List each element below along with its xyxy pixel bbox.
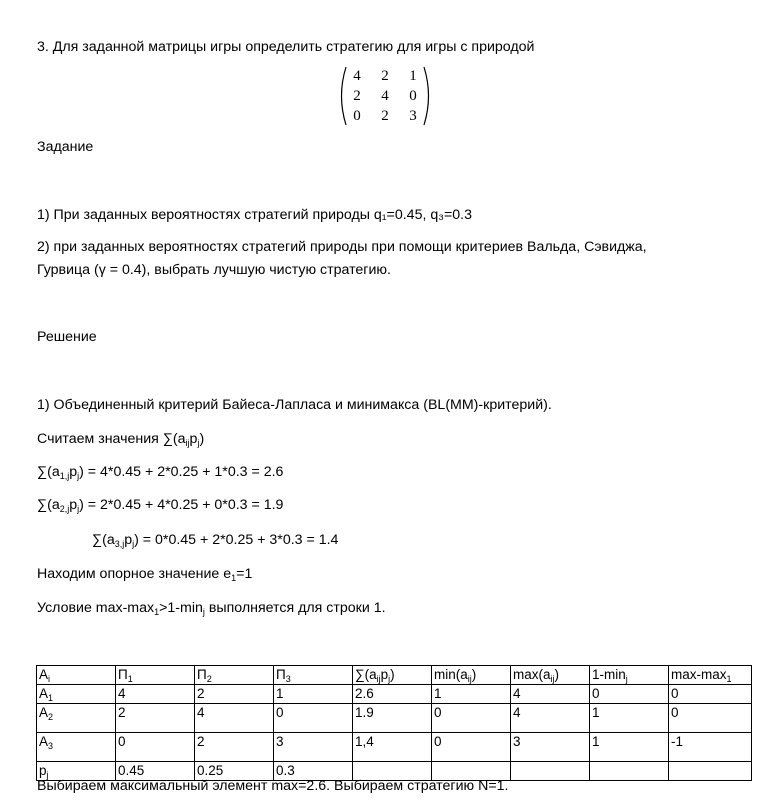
results-table (36, 665, 752, 781)
header-cell: $\max-\max_1$ (669, 666, 752, 685)
table-cell: 4 (116, 685, 195, 704)
table-cell: 0 (432, 704, 511, 733)
task-item-2-line-2: Гурвица (γ = 0.4), выбрать лучшую чистую стратегию. (37, 262, 391, 278)
condition-tail: выполняется для строки 1. (204, 600, 386, 616)
task-title: 3. Для заданной матрицы игры определить стратегию для игры с природой (37, 39, 535, 55)
table-cell: 0 (669, 704, 752, 733)
table-cell: 2 (116, 704, 195, 733)
table-cell: 3 (511, 733, 590, 762)
sum-label: ∑(a (92, 532, 115, 548)
row-label: $p_j$ (37, 762, 116, 781)
matrix-cell: 0 (353, 108, 361, 124)
table-cell: 4 (511, 704, 590, 733)
header-cell: $A_i$ (37, 666, 116, 685)
table-cell: 1 (590, 704, 669, 733)
matrix-cell: 1 (409, 68, 417, 84)
sum-row-1-tail: ) = 4*0.45 + 2*0.25 + 1*0.3 = 2.6 (79, 464, 284, 480)
row-label: $A_3$ (37, 733, 116, 762)
table-cell (669, 762, 752, 781)
sum-row-1: $\sum(a_{1,j}p_j) = 4*0.45 + 2*0.25 + 1*0.3 = 2.6$ (37, 464, 284, 481)
task-item-2-line-1: 2) при заданных вероятностях стратегий природы при помощи критериев Вальда, Сэвиджа, (37, 239, 647, 255)
table-cell: 0 (669, 685, 752, 704)
header-cell: $1-\min_j$ (590, 666, 669, 685)
table-cell (511, 762, 590, 781)
header-cell: $П_1$ (116, 666, 195, 685)
sum-row-2: $\sum(a_{2,j}p_j) = 2*0.45 + 4*0.25 + 0*0.3 = 1.9$ (37, 497, 284, 514)
table-cell: 0.45 (116, 762, 195, 781)
section-solution: Решение (37, 329, 97, 345)
sum-row-2-tail: ) = 2*0.45 + 4*0.25 + 0*0.3 = 1.9 (79, 497, 284, 513)
table-cell: 0.25 (195, 762, 274, 781)
table-cell: 1 (432, 685, 511, 704)
sum-label: ∑(a (37, 464, 60, 480)
reference-tail: =1 (236, 566, 253, 582)
table-header-row (37, 666, 752, 685)
table-cell: 0 (590, 685, 669, 704)
condition-prefix: Условие max-max (37, 600, 155, 616)
table-cell (590, 762, 669, 781)
row-label: $A_2$ (37, 704, 116, 733)
table-cell: 0.3 (274, 762, 353, 781)
table-cell: 1 (274, 685, 353, 704)
right-parenthesis-icon (421, 66, 435, 126)
table-cell: 3 (274, 733, 353, 762)
reference-prefix: Находим опорное значение e (37, 566, 232, 582)
matrix-cell: 2 (353, 88, 361, 104)
header-cell: $\sum(a_{ij}p_j)$ (353, 666, 432, 685)
matrix-cell: 3 (409, 108, 417, 124)
table-cell: -1 (669, 733, 752, 762)
header-cell: $П_3$ (274, 666, 353, 685)
table-cell: 4 (195, 704, 274, 733)
table-cell: 0 (274, 704, 353, 733)
table-cell: 0 (116, 733, 195, 762)
section-task: Задание (37, 139, 94, 155)
game-matrix (335, 66, 435, 128)
sum-row-3-tail: ) = 0*0.45 + 2*0.25 + 3*0.3 = 1.4 (134, 532, 339, 548)
row-label: $A_1$ (37, 685, 116, 704)
condition-mid: >1-min (159, 600, 203, 616)
matrix-cell: 0 (409, 88, 417, 104)
compute-prefix: Считаем значения (37, 431, 163, 447)
criterion-heading: 1) Объединенный критерий Байеса-Лапласа и минимакса (BL(MM)-критерий). (37, 397, 552, 413)
table-cell: 1 (590, 733, 669, 762)
table-row (37, 685, 752, 704)
sum-label: ∑(a (162, 431, 186, 447)
header-cell: $П_2$ (195, 666, 274, 685)
sum-row-3: $\sum(a_{3,j}p_j) = 0*0.45 + 2*0.25 + 3*0.3 = 1.4$ (92, 532, 339, 549)
matrix-cell: 2 (381, 108, 389, 124)
table-cell: 4 (511, 685, 590, 704)
header-cell: $\max(a_{ij})$ (511, 666, 590, 685)
matrix-cell: 2 (381, 68, 389, 84)
matrix-cell: 4 (353, 68, 361, 84)
table-row (37, 733, 752, 762)
table-cell: 2 (195, 733, 274, 762)
compute-line: Считаем значения $\sum(a_{ij}p_j)$ (37, 431, 205, 448)
table-cell: 0 (432, 733, 511, 762)
matrix-cell: 4 (381, 88, 389, 104)
conclusion: Выбираем максимальный элемент max=2.6. Выбираем стратегию N=1. (37, 778, 509, 794)
table-cell: 1.9 (353, 704, 432, 733)
table-row (37, 704, 752, 733)
condition-line: Условие $\max-\max_1>1-\min_j$ выполняется для строки 1. (37, 600, 386, 617)
table-cell: 1,4 (353, 733, 432, 762)
table-cell: 2 (195, 685, 274, 704)
sum-label: ∑(a (37, 497, 60, 513)
table-cell: 2.6 (353, 685, 432, 704)
task-item-1: 1) При заданных вероятностях стратегий природы q₁=0.45, q₃=0.3 (37, 207, 473, 223)
reference-value: Находим опорное значение $e_1=1$ (37, 566, 253, 583)
header-cell: $\min(a_{ij})$ (432, 666, 511, 685)
